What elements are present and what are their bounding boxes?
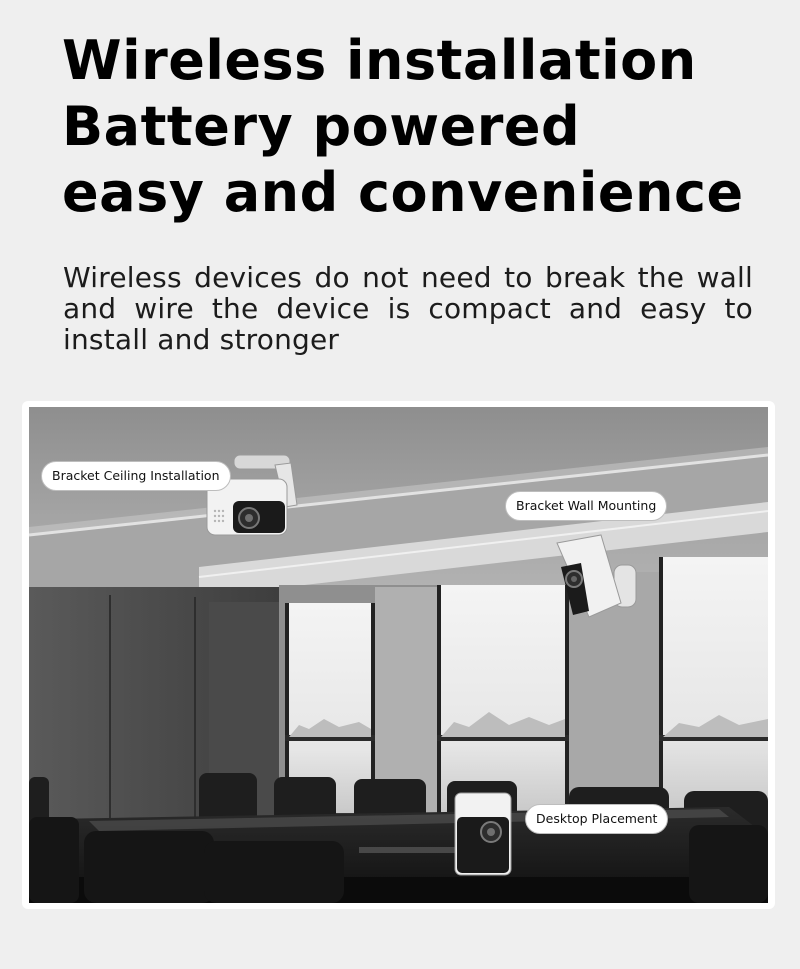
desktop-camera <box>455 793 511 875</box>
label-desktop-placement: Desktop Placement <box>525 804 668 834</box>
label-ceiling-installation: Bracket Ceiling Installation <box>41 461 231 491</box>
headline <box>62 28 744 226</box>
conference-room-photo-frame <box>22 401 775 909</box>
label-wall-mounting: Bracket Wall Mounting <box>505 491 667 521</box>
description-text: Wireless devices do not need to break the wall and wire the device is compact and easy to install and stronger <box>63 261 753 356</box>
conference-room-photo <box>29 407 768 903</box>
headline-line-3: easy and convenience <box>62 161 744 224</box>
headline-line-1: Wireless installation <box>62 29 697 92</box>
headline-line-2: Battery powered <box>62 95 581 158</box>
